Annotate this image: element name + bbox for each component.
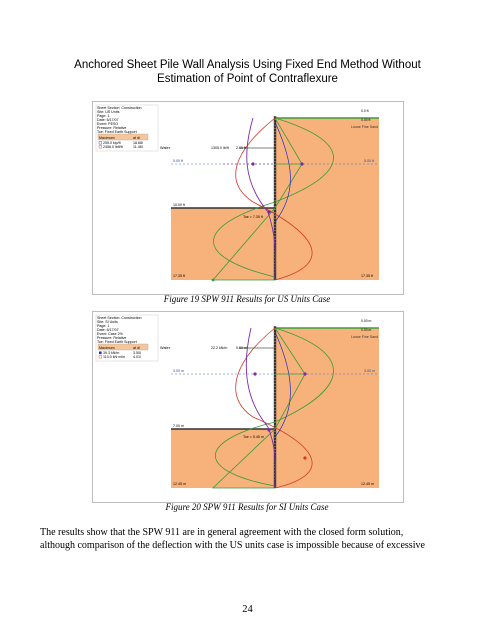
legend-header-max: Maximum (99, 136, 115, 140)
svg-text:Page: 1: Page: 1 (97, 324, 110, 328)
anchor-depth: 2.00 ft (236, 146, 246, 150)
title-line-1: Anchored Sheet Pile Wall Analysis Using Fixed End Method Without (74, 59, 421, 71)
bottom-left-elev: 17.35 ft (173, 274, 185, 278)
figure-20-diagram (93, 312, 403, 502)
bottom-right-elev: 17.35 ft (361, 274, 373, 278)
water-label: Water (160, 346, 170, 350)
toe-note: Toe = 5.45 m (243, 435, 264, 439)
svg-text:11.46l: 11.46l (133, 145, 143, 149)
page-number: 24 (242, 604, 253, 615)
body-paragraph (40, 526, 455, 552)
dredge-elev: 7.00 m (173, 424, 184, 428)
svg-text:Pressure: Relative: Pressure: Relative (97, 336, 127, 340)
top-elev: 0.00 m (361, 319, 372, 323)
figure-19-caption: Figure 19 SPW 911 Results for US Units Case (163, 294, 331, 304)
bottom-left-elev: 12.45 m (173, 482, 186, 486)
svg-text:Event: Case 2%: Event: Case 2% (97, 332, 123, 336)
svg-text:18.68l: 18.68l (133, 141, 143, 145)
top-elev: 0.0 ft (361, 109, 369, 113)
legend-header-at: at dl (133, 346, 140, 350)
soil-label: Loose Fine Sand (351, 335, 379, 339)
water-right-elev: 3.00 m (364, 369, 375, 373)
svg-text:255.0 kip/ft: 255.0 kip/ft (103, 141, 121, 145)
water-left-elev: 3.00 m (173, 369, 184, 373)
anchor-force: 1305.0 lb/ft (211, 146, 229, 150)
svg-text:Site: SI Units: Site: SI Units (97, 320, 118, 324)
figure-20-caption: Figure 20 SPW 911 Results for SI Units Case (165, 502, 329, 512)
svg-text:39.3 kN/m: 39.3 kN/m (103, 351, 120, 355)
top-right-elev: 0.00 ft (361, 118, 371, 122)
svg-text:Toe: Fixed Earth Support: Toe: Fixed Earth Support (97, 340, 137, 344)
svg-text:Site: US Units: Site: US Units (97, 110, 120, 114)
title-line-2: Estimation of Point of Contraflexure (157, 73, 338, 85)
water-label: Water (160, 146, 170, 150)
svg-text:4.01l: 4.01l (133, 355, 141, 359)
svg-text:Sheet Section: Construction: Sheet Section: Construction (97, 106, 142, 110)
water-left-elev: 5.00 ft (173, 159, 183, 163)
anchor-depth: 0.60 m (236, 346, 247, 350)
svg-text:Sheet Section: Construction: Sheet Section: Construction (97, 316, 142, 320)
anchor-force: 22.2 kN/m (211, 346, 228, 350)
soil-label: Loose Fine Sand (351, 125, 379, 129)
svg-text:110.0 kN·m/m: 110.0 kN·m/m (103, 355, 126, 359)
bottom-right-elev: 12.45 m (361, 482, 374, 486)
soil-retained (276, 328, 379, 488)
svg-text:Page: 1: Page: 1 (97, 114, 110, 118)
water-right-elev: 5.00 ft (364, 159, 374, 163)
figure-19-panel (92, 101, 404, 295)
dredge-elev: 10.00 ft (173, 203, 185, 207)
figure-20-panel (92, 311, 404, 503)
svg-text:Date: 6/17/07: Date: 6/17/07 (97, 328, 119, 332)
body-line-1: The results show that the SPW 911 are in general agreement with the closed form solution, (40, 527, 404, 538)
svg-text:Date: 6/17/07: Date: 6/17/07 (97, 118, 119, 122)
toe-note: Toe = 7.35 ft (243, 215, 263, 219)
body-line-2: although comparison of the deflection with the US units case is impossible because of excessive (40, 540, 425, 551)
document-title (40, 58, 455, 86)
legend-header-max: Maximum (99, 346, 115, 350)
svg-text:Pressure: Relative: Pressure: Relative (97, 126, 127, 130)
figure-19-diagram (93, 102, 403, 294)
soil-retained (276, 118, 379, 280)
svg-text:Event: PESO: Event: PESO (97, 122, 119, 126)
svg-text:2456.0 lbft/ft: 2456.0 lbft/ft (103, 145, 123, 149)
svg-text:Toe: Fixed Earth Support: Toe: Fixed Earth Support (97, 130, 137, 134)
legend-header-at: at dl (133, 136, 140, 140)
top-right-elev: 0.00 m (361, 328, 372, 332)
svg-text:3.50l: 3.50l (133, 351, 141, 355)
